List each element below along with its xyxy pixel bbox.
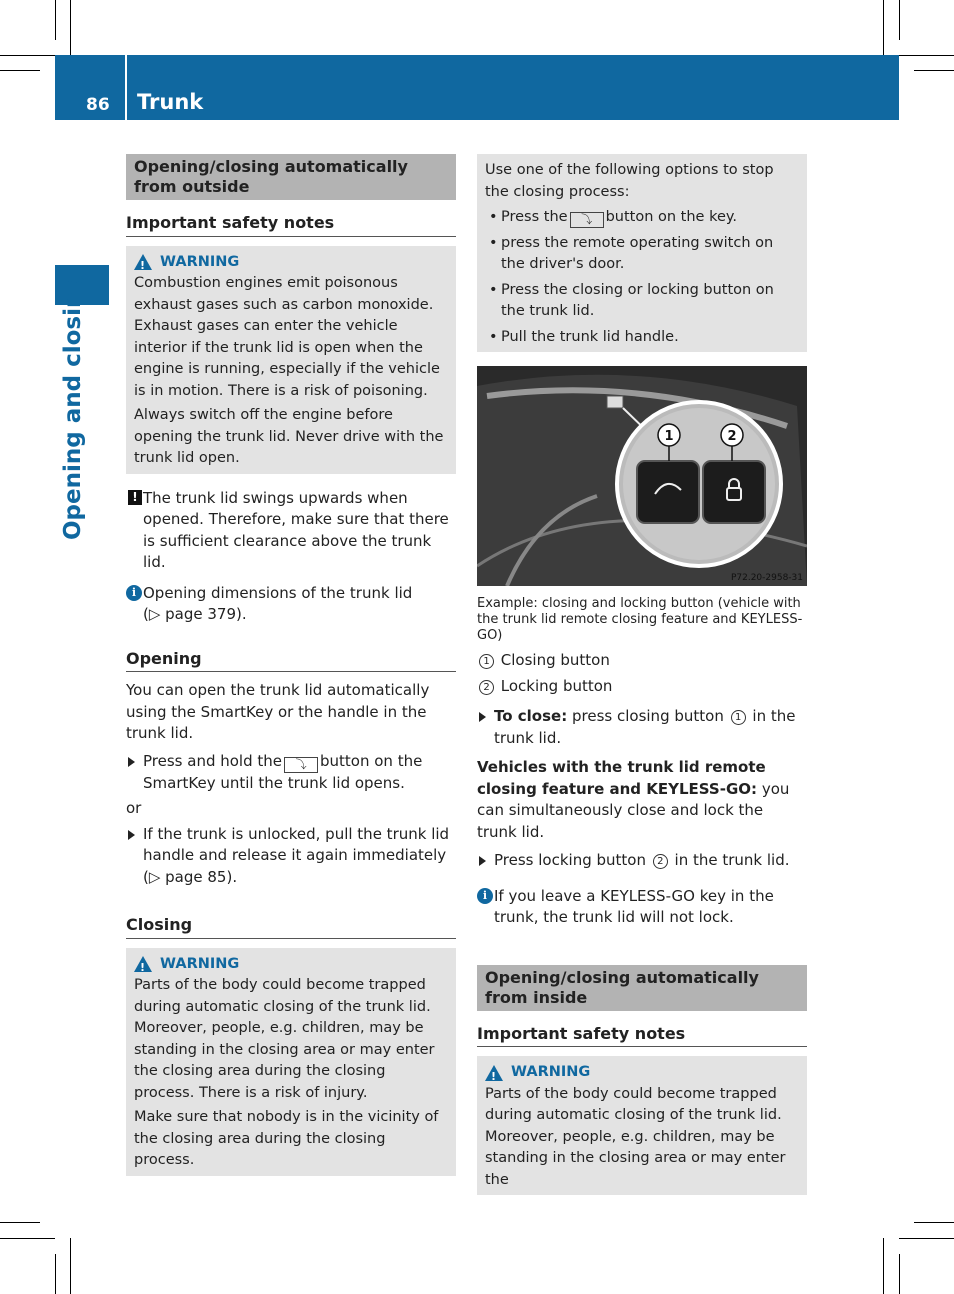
callout-number: 1 bbox=[731, 710, 746, 725]
body-text: or bbox=[126, 799, 142, 817]
crop-mark bbox=[899, 55, 954, 56]
warning-triangle-icon bbox=[134, 956, 152, 972]
info-icon: i bbox=[477, 888, 493, 904]
warning-label: WARNING bbox=[160, 253, 240, 270]
crop-mark bbox=[899, 0, 900, 40]
crop-mark bbox=[70, 0, 71, 55]
photo-caption: Example: closing and locking button (vehicle with the trunk lid remote closing feature and KEYLESS-GO) bbox=[477, 596, 803, 643]
header-separator bbox=[125, 55, 127, 120]
callout-number: 2 bbox=[479, 680, 494, 695]
info-text: Opening dimensions of the trunk lid bbox=[143, 583, 413, 602]
subheading: Opening bbox=[126, 648, 456, 673]
body-text: You can open the trunk lid automatically using the SmartKey or the handle in the trunk lid. bbox=[126, 681, 430, 742]
warning-text: Parts of the body could become trapped during automatic closing of the trunk lid. Moreover, people, e.g. children, may be standing in the closing area or may enter the closing area during the closing process. There is a risk of injury. bbox=[134, 977, 435, 1101]
legend-text: Locking button bbox=[500, 676, 613, 695]
warning-header bbox=[134, 252, 448, 274]
legend-text: Closing button bbox=[500, 651, 610, 669]
photo-code: P72.20-2958-31 bbox=[730, 573, 803, 583]
crop-mark bbox=[883, 1238, 884, 1294]
legend-item bbox=[477, 676, 807, 698]
callout-1: 1 bbox=[664, 429, 674, 444]
warning-label: WARNING bbox=[511, 1064, 591, 1080]
step-text: Press and hold the bbox=[143, 751, 282, 770]
body-text bbox=[477, 757, 807, 843]
crop-mark bbox=[55, 0, 56, 40]
list-item: • Press the closing or locking button on the trunk lid. bbox=[485, 280, 799, 323]
step-text: If the trunk is unlocked, pull the trunk lid handle and release it again immediately (▷ page 85). bbox=[143, 824, 450, 886]
stop-options-box bbox=[477, 154, 807, 352]
bold-lead: Vehicles with the trunk lid remote closing feature and KEYLESS-GO: bbox=[477, 758, 766, 798]
crop-mark bbox=[0, 55, 55, 56]
warning-box bbox=[126, 948, 456, 1176]
crop-mark bbox=[0, 1238, 55, 1239]
step-text: button on the SmartKey until the trunk lid opens. bbox=[143, 751, 423, 792]
step-text: Press locking button bbox=[494, 851, 646, 869]
warning-box bbox=[126, 246, 456, 474]
info-note bbox=[477, 886, 807, 929]
crop-mark bbox=[70, 1238, 71, 1294]
warning-triangle-icon bbox=[134, 254, 152, 270]
step-label: To close: bbox=[494, 707, 568, 725]
info-note bbox=[126, 583, 456, 626]
crop-mark bbox=[883, 0, 884, 55]
crop-mark bbox=[55, 1254, 56, 1294]
warning-label: WARNING bbox=[160, 955, 240, 972]
step-item bbox=[477, 706, 807, 749]
warning-header bbox=[134, 954, 448, 976]
left-column bbox=[126, 154, 456, 1176]
crop-mark bbox=[0, 70, 40, 71]
section-title: Opening/closing automatically from outside bbox=[126, 154, 456, 200]
list-item: • press the remote operating switch on the driver's door. bbox=[485, 233, 799, 276]
warning-triangle-icon bbox=[485, 1065, 503, 1081]
caution-note bbox=[126, 488, 456, 574]
list-item bbox=[485, 207, 799, 229]
step-item bbox=[126, 751, 456, 795]
callout-number: 1 bbox=[479, 654, 494, 669]
callout-2: 2 bbox=[727, 429, 737, 444]
crop-mark bbox=[0, 1222, 40, 1223]
trunk-lid-photo bbox=[477, 366, 807, 586]
info-icon: i bbox=[126, 585, 142, 601]
step-text: press closing button bbox=[572, 707, 724, 725]
subheading: Important safety notes bbox=[126, 212, 456, 237]
crop-mark bbox=[899, 1238, 954, 1239]
page-title: Trunk bbox=[137, 90, 204, 114]
trunk-key-icon: ⤵ bbox=[570, 212, 604, 228]
step-item bbox=[126, 824, 456, 889]
trunk-key-icon: ⤵ bbox=[284, 757, 318, 773]
caution-text: The trunk lid swings upwards when opened. Therefore, make sure that there is sufficient clearance above the trunk lid. bbox=[143, 488, 449, 571]
warning-text: Make sure that nobody is in the vicinity of the closing area during the closing process. bbox=[134, 1109, 439, 1168]
warning-text: Always switch off the engine before opening the trunk lid. Never drive with the trunk lid open. bbox=[134, 407, 444, 466]
step-item bbox=[477, 850, 807, 872]
body-text: Use one of the following options to stop the closing process: bbox=[485, 162, 774, 200]
warning-text: Parts of the body could become trapped during automatic closing of the trunk lid. Moreover, people, e.g. children, may be standing in the closing area or may enter the bbox=[485, 1085, 786, 1188]
body-text: you can simultaneously close and lock the trunk lid. bbox=[477, 779, 790, 841]
crop-mark bbox=[914, 70, 954, 71]
section-title: Opening/closing automatically from inside bbox=[477, 965, 807, 1011]
legend-item bbox=[477, 650, 807, 672]
crop-mark bbox=[914, 1222, 954, 1223]
list-text: button on the key. bbox=[605, 209, 738, 225]
warning-box bbox=[477, 1056, 807, 1195]
side-chapter-label: Opening and closing bbox=[60, 275, 86, 540]
trunk-lid-illustration bbox=[477, 366, 807, 586]
list-item: • Pull the trunk lid handle. bbox=[485, 327, 799, 349]
crop-mark bbox=[899, 1254, 900, 1294]
exclamation-icon: ! bbox=[128, 490, 142, 505]
warning-text: Combustion engines emit poisonous exhaust gases such as carbon monoxide. Exhaust gases can enter the vehicle interior if the trunk lid is open when the engine is running, especially if the vehicle is in motion. There is a risk of poisoning. bbox=[134, 275, 440, 399]
subheading: Important safety notes bbox=[477, 1023, 807, 1048]
page-number: 86 bbox=[86, 95, 110, 115]
page-reference-link[interactable]: (▷ page 379). bbox=[143, 605, 247, 623]
right-column bbox=[477, 154, 807, 1195]
step-text: in the trunk lid. bbox=[674, 851, 790, 869]
list-text: Press the bbox=[501, 209, 568, 225]
callout-number: 2 bbox=[653, 854, 668, 869]
info-text: If you leave a KEYLESS-GO key in the trunk, the trunk lid will not lock. bbox=[494, 886, 774, 926]
warning-header bbox=[485, 1062, 799, 1084]
step-text: in the trunk lid. bbox=[494, 707, 796, 747]
subheading: Closing bbox=[126, 914, 456, 939]
